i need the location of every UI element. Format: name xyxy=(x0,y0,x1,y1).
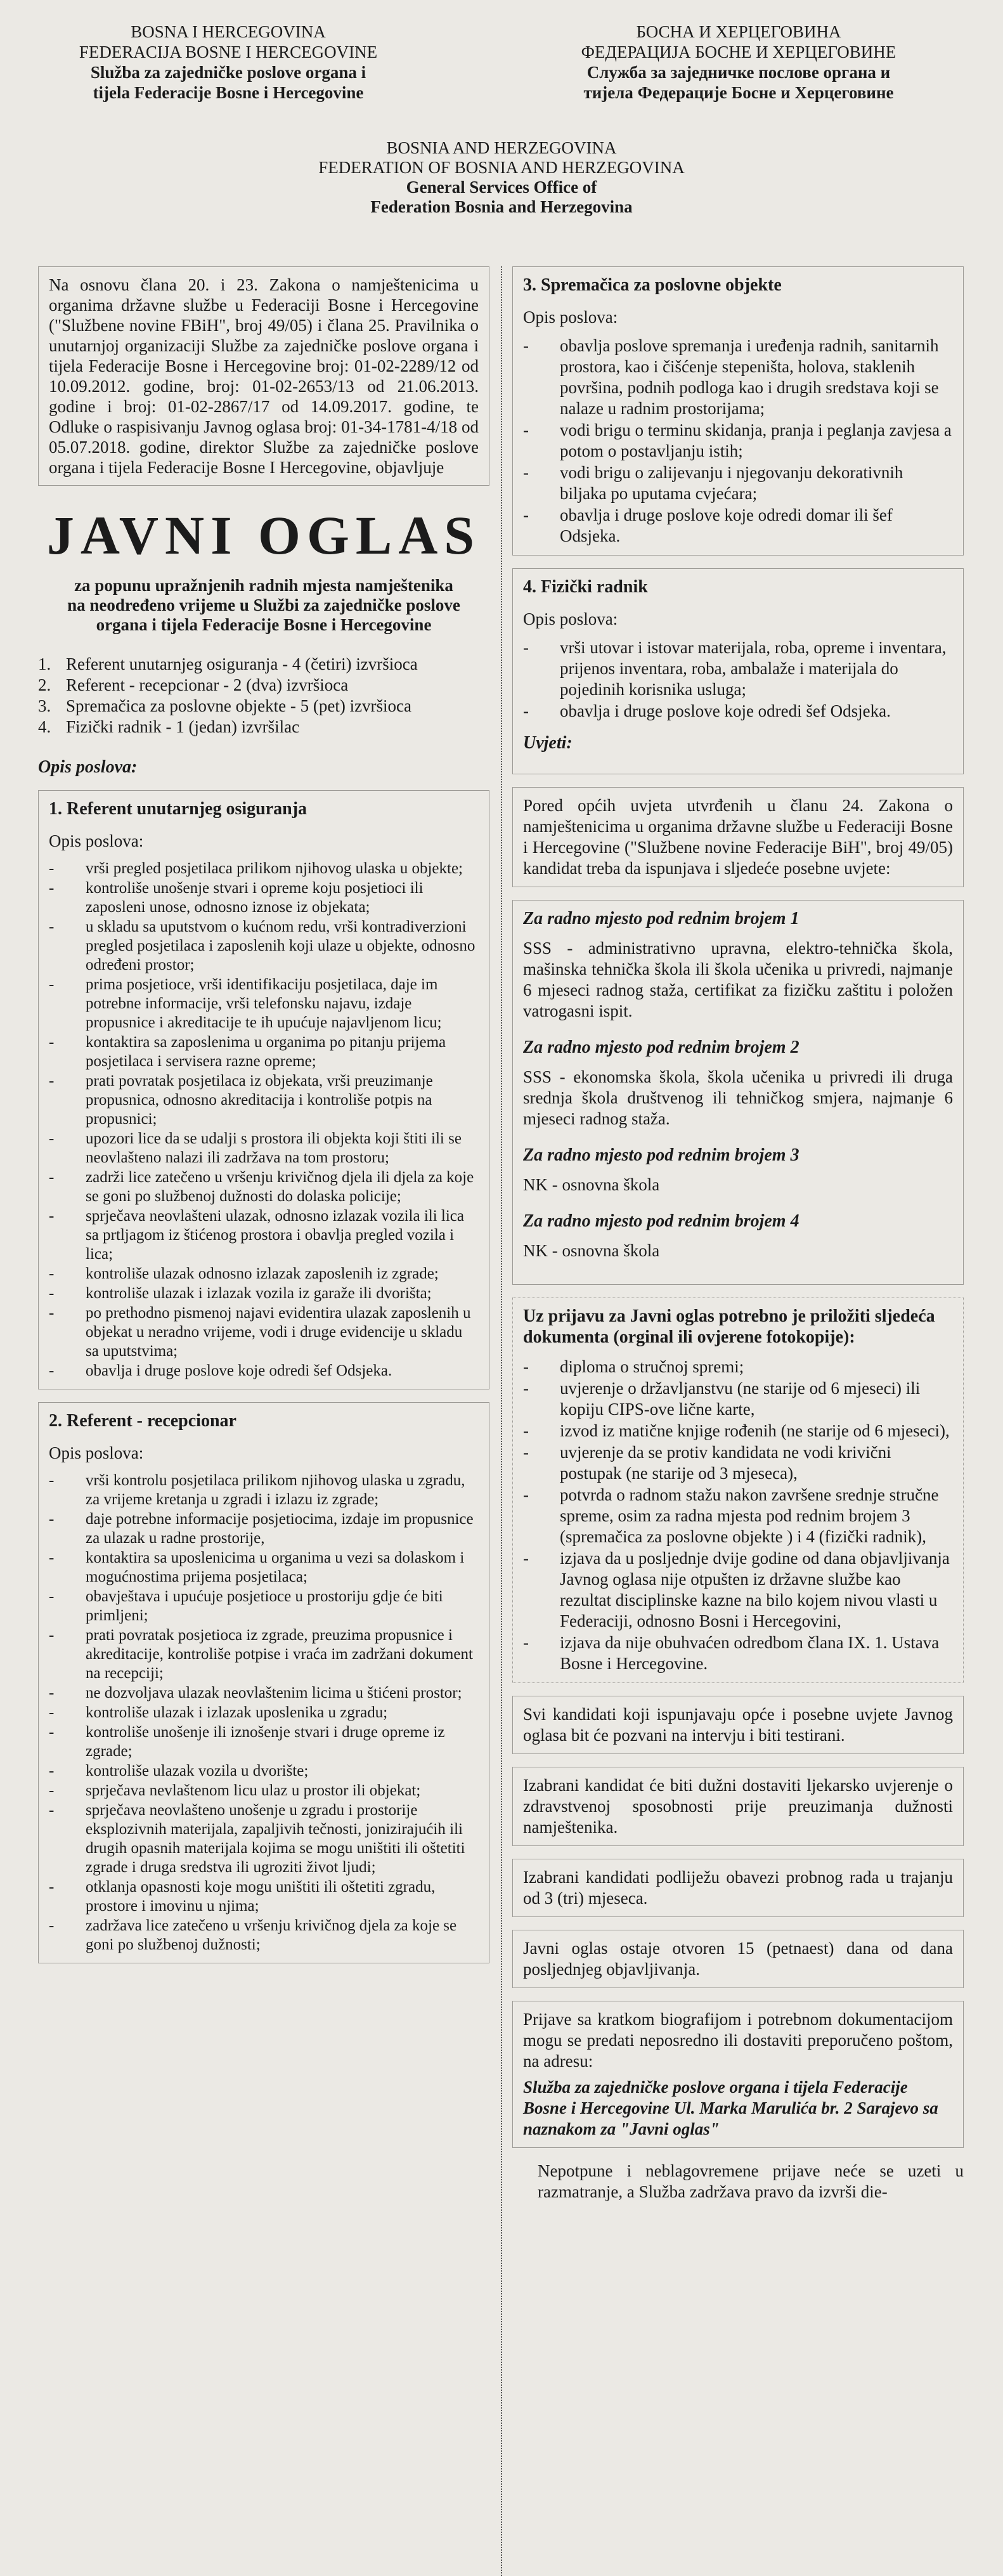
section-4-heading: 4. Fizički radnik xyxy=(523,577,648,597)
note-1: Svi kandidati koji ispunjavaju opće i posebne uvjete Javnog oglasa bit će pozvani na intervju i biti testirani. xyxy=(512,1696,964,1754)
uvjeti-paragraph: Pored općih uvjeta utvrđenih u članu 24. Zakona o namještenicima u organima državne službe u Federaciji Bosne i Hercegovine ("Službene novine Federacije BiH", broj 49/05) kandidat treba da ispunjava i sljedeće posebne uvjete: xyxy=(512,787,964,887)
list-item: - vodi brigu o zalijevanju i njegovanju dekorativnih biljaka po uputama cvjećara; xyxy=(523,462,953,504)
section-2-sub: Opis poslova: xyxy=(49,1443,144,1462)
section-4 xyxy=(512,568,964,774)
position-number: 4. xyxy=(38,717,51,736)
masthead-english xyxy=(248,138,755,217)
intro-paragraph: Na osnovu člana 20. i 23. Zakona o namještenicima u organima državne službe u Federaciji Bosne i Hercegovine ("Službene novine FBiH", broj 49/05) i člana 25. Pravilnika o unutarnjoj organizaciji Službe za zajedničke poslove organa i tijela Federacije Bosne i Hercegovine broj: 01-02-2289/12 od 10.09.2012. godine, broj: 01-02-2653/13 od 21.06.2013. godine i broj: 01-02-2867/17 od 14.09.2017. godine, te Odluke o raspisivanju Javnog oglasa broj: 01-34-1781-4/18 od 05.07.2018. godine, direktor Službe za zajedničke poslove organa i tijela Federacije Bosne I Hercegovine, objavljuje xyxy=(38,266,489,486)
list-item: - izjava da nije obuhvaćen odredbom člana IX. 1. Ustava Bosne i Hercegovine. xyxy=(523,1632,953,1674)
submission-address: Služba za zajedničke poslove organa i tijela Federacije Bosne i Hercegovine Ul. Marka Marulića br. 2 Sarajevo sa naznakom za "Javni oglas" xyxy=(523,2078,938,2138)
list-item xyxy=(38,654,489,675)
masthead-cyrillic-office: Служба за заједничке послове органа и xyxy=(586,63,891,82)
section-3-heading: 3. Spremačica za poslovne objekte xyxy=(523,275,782,295)
list-item: - diploma o stručnoj spremi; xyxy=(523,1356,953,1377)
requirement-text-2: SSS - ekonomska škola, škola učenika u privredi ili druga srednja škola društvenog ili tehničkog smjera, najmanje 6 mjeseci radnog staža. xyxy=(523,1067,953,1128)
section-3-list xyxy=(523,335,953,547)
list-item xyxy=(38,696,489,717)
list-item: - potvrda o radnom stažu nakon završene srednje stručne spreme, osim za radna mjesta pod rednim brojem 3 (spremačica za poslovne objekte ) i 4 (fizički radnik), xyxy=(523,1485,953,1547)
requirement-text-1: SSS - administrativno upravna, elektro-tehnička škola, mašinska tehnička škola ili škola učenika u privredi, najmanje 6 mjeseci radnog staža, certifikat za fizičku zaštitu i položen vatrogasni ispit. xyxy=(523,939,953,1020)
list-item: - sprječava neovlašteno unošenje u zgradu i prostorije eksplozivnih materijala, zapaljivih tečnosti, jonizirajućih ili drugih opasnih materijala kojima se mogu uništiti ili oštetiti zgrade i druga sredstva ili ugroziti život ljudi; xyxy=(49,1801,479,1877)
list-item: - daje potrebne informacije posjetiocima, izdaje im propusnice za ulazak u radne prostorije, xyxy=(49,1510,479,1548)
left-column xyxy=(38,266,489,1976)
masthead-cyrillic-country: БОСНА И ХЕРЦЕГОВИНА xyxy=(636,22,841,41)
list-item: - uvjerenje o državljanstvu (ne starije od 6 mjeseci) ili kopiju CIPS-ove lične karte, xyxy=(523,1378,953,1420)
list-item: - kontroliše unošenje stvari i opreme koju posjetioci ili zaposleni unose, odnosno iznose iz objekata; xyxy=(49,879,479,917)
section-2-heading: 2. Referent - recepcionar xyxy=(49,1411,236,1431)
uvjeti-heading: Uvjeti: xyxy=(523,733,573,753)
masthead-cyrillic-federation: ФЕДЕРАЦИЈА БОСНЕ И ХЕРЦЕГОВИНЕ xyxy=(581,42,896,62)
requirement-heading-3: Za radno mjesto pod rednim brojem 3 xyxy=(523,1145,799,1165)
list-item: - izjava da u posljednje dvije godine od dana objavljivanja Javnog oglasa nije otpušten iz državne službe kao rezultat disciplinske kazne na bilo kojem nivou vlasti u Federaciji, odnosno Bosni i Hercegovini, xyxy=(523,1548,953,1632)
position-text: Spremačica za poslovne objekte - 5 (pet) izvršioca xyxy=(66,696,412,715)
list-item: - sprječava neovlašteni ulazak, odnosno izlazak vozila ili lica sa prtljagom iz štićenog prostora i obavlja pregled vozila i lica; xyxy=(49,1207,479,1264)
opis-poslova-heading: Opis poslova: xyxy=(38,757,138,777)
page-subtitle: za popunu upražnjenih radnih mjesta namještenika na neodređeno vrijeme u Službi za zajedničke poslove organa i tijela Federacije Bosne i Hercegovine xyxy=(67,576,460,634)
section-1-sub: Opis poslova: xyxy=(49,831,144,850)
list-item: - kontroliše ulazak i izlazak uposlenika u zgradu; xyxy=(49,1703,479,1722)
list-item: - kontroliše ulazak vozila u dvorište; xyxy=(49,1762,479,1781)
requirement-text-4: NK - osnovna škola xyxy=(523,1241,660,1260)
masthead-latin-office: Služba za zajedničke poslove organa i xyxy=(90,63,366,82)
list-item: - u skladu sa uputstvom o kućnom redu, vrši kontradiverzioni pregled posjetilaca i zaposlenih koji ulaze u objekte, odnosno određeni prostor; xyxy=(49,918,479,975)
note-2: Izabrani kandidat će biti dužni dostaviti ljekarsko uvjerenje o zdravstvenoj sposobnosti prije preuzimanja dužnosti namještenika. xyxy=(512,1767,964,1846)
requirement-heading-1: Za radno mjesto pod rednim brojem 1 xyxy=(523,909,799,928)
note-3: Izabrani kandidati podliježu obavezi probnog rada u trajanju od 3 (tri) mjeseca. xyxy=(512,1859,964,1917)
masthead-english-office: General Services Office of xyxy=(406,178,597,197)
section-4-list xyxy=(523,637,953,722)
list-item xyxy=(38,717,489,738)
requirement-text-3: NK - osnovna škola xyxy=(523,1175,660,1194)
list-item: - kontaktira sa uposlenicima u organima u vezi sa dolaskom i mogućnostima prijema posjetilaca; xyxy=(49,1549,479,1587)
masthead-cyrillic-office-2: тијела Федерације Босне и Херцеговине xyxy=(583,83,894,102)
documents-list xyxy=(523,1356,953,1674)
requirement-heading-2: Za radno mjesto pod rednim brojem 2 xyxy=(523,1038,799,1057)
list-item: - zadržava lice zatečeno u vršenju krivičnog djela za koje se goni po službenoj dužnosti; xyxy=(49,1916,479,1955)
list-item: - prati povratak posjetioca iz zgrade, preuzima propusnice i akreditacije, kontroliše potpise i vraća im zadržani dokument na recepciji; xyxy=(49,1626,479,1683)
requirement-heading-4: Za radno mjesto pod rednim brojem 4 xyxy=(523,1211,799,1231)
submission-text: Prijave sa kratkom biografijom i potrebnom dokumentacijom mogu se predati neposredno ili dostaviti preporučeno poštom, na adresu: xyxy=(523,2010,953,2071)
list-item: - obavlja i druge poslove koje odredi šef Odsjeka. xyxy=(49,1362,479,1381)
list-item: - vrši pregled posjetilaca prilikom njihovog ulaska u objekte; xyxy=(49,859,479,878)
masthead-latin xyxy=(25,22,431,103)
list-item: - kontroliše ulazak i izlazak vozila iz garaže ili dvorišta; xyxy=(49,1284,479,1303)
position-text: Referent - recepcionar - 2 (dva) izvršioca xyxy=(66,675,349,694)
list-item: - uvjerenje da se protiv kandidata ne vodi krivični postupak (ne starije od 3 mjeseca), xyxy=(523,1442,953,1484)
section-2 xyxy=(38,1402,489,1963)
submission-block xyxy=(512,2001,964,2148)
documents-block xyxy=(512,1298,964,1683)
list-item: - kontroliše unošenje ili iznošenje stvari i druge opreme iz zgrade; xyxy=(49,1723,479,1761)
page-title: JAVNI OGLAS xyxy=(46,505,481,566)
masthead-english-federation: FEDERATION OF BOSNIA AND HERZEGOVINA xyxy=(318,158,685,177)
section-1-heading: 1. Referent unutarnjeg osiguranja xyxy=(49,799,307,819)
section-1 xyxy=(38,790,489,1389)
list-item: - obavlja poslove spremanja i uređenja radnih, sanitarnih prostora, kao i čišćenje stepeništa, holova, staklenih površina, podnih podloga kao i drugih sredstava koji se nalaze u radnim prostorijama; xyxy=(523,335,953,419)
list-item: - ne dozvoljava ulazak neovlaštenim licima u štićeni prostor; xyxy=(49,1684,479,1703)
masthead-latin-country: BOSNA I HERCEGOVINA xyxy=(131,22,326,41)
position-text: Referent unutarnjeg osiguranja - 4 (četiri) izvršioca xyxy=(66,654,418,673)
list-item: - obavlja i druge poslove koje odredi domar ili šef Odsjeka. xyxy=(523,505,953,547)
section-2-list xyxy=(49,1471,479,1955)
list-item: - vodi brigu o terminu skidanja, pranja i peglanja zavjesa a potom o postavljanju istih; xyxy=(523,420,953,462)
list-item: - izvod iz matične knjige rođenih (ne starije od 6 mjeseci), xyxy=(523,1421,953,1441)
section-3 xyxy=(512,266,964,556)
position-number: 3. xyxy=(38,696,51,715)
list-item: - prati povratak posjetilaca iz objekata, vrši preuzimanje propusnica, odnosno akreditacija i kontroliše potpis na propusnici; xyxy=(49,1072,479,1129)
list-item: - otklanja opasnosti koje mogu uništiti ili oštetiti zgradu, prostore i imovinu u njima; xyxy=(49,1878,479,1916)
list-item: - upozori lice da se udalji s prostora ili objekta koji štiti ili se neovlašteno nalazi ili zadržava na tom prostoru; xyxy=(49,1129,479,1168)
masthead-english-country: BOSNIA AND HERZEGOVINA xyxy=(386,138,617,157)
footer-note: Nepotpune i neblagovremene prijave neće se uzeti u razmatranje, a Služba zadržava pravo da izvrši die- xyxy=(538,2161,964,2201)
position-number: 1. xyxy=(38,654,51,673)
list-item: - obavlja i druge poslove koje odredi šef Odsjeka. xyxy=(523,701,953,722)
list-item: - po prethodno pismenoj najavi evidentira ulazak zaposlenih u objekat u neradno vrijeme, vodi i druge evidencije u skladu sa uputstvima; xyxy=(49,1304,479,1361)
documents-heading: Uz prijavu za Javni oglas potrebno je priložiti sljedeća dokumenta (orginal ili ovjerene fotokopije): xyxy=(523,1306,935,1347)
masthead-latin-federation: FEDERACIJA BOSNE I HERCEGOVINE xyxy=(79,42,378,62)
position-number: 2. xyxy=(38,675,51,694)
section-4-sub: Opis poslova: xyxy=(523,609,618,628)
list-item: - zadrži lice zatečeno u vršenju krivičnog djela ili djela za koje se goni po službenoj dužnosti do dolaska policije; xyxy=(49,1168,479,1206)
list-item xyxy=(38,675,489,696)
column-divider xyxy=(501,266,502,2576)
list-item: - vrši kontrolu posjetilaca prilikom njihovog ulaska u zgradu, za vrijeme kretanja u zgradi i izlazu iz zgrade; xyxy=(49,1471,479,1509)
list-item: - kontaktira sa zaposlenima u organima po pitanju prijema posjetilaca i servisera razne opreme; xyxy=(49,1033,479,1071)
list-item: - kontroliše ulazak odnosno izlazak zaposlenih iz zgrade; xyxy=(49,1265,479,1284)
position-text: Fizički radnik - 1 (jedan) izvršilac xyxy=(66,717,300,736)
masthead-english-office-2: Federation Bosnia and Herzegovina xyxy=(370,197,633,216)
list-item: - sprječava nevlaštenom licu ulaz u prostor ili objekat; xyxy=(49,1781,479,1800)
right-column xyxy=(512,266,964,2202)
list-item: - prima posjetioce, vrši identifikaciju posjetilaca, daje im potrebne informacije, vrši telefonsku najavu, izdaje propusnice i akreditacije te ih upućuje najavljenom licu; xyxy=(49,975,479,1032)
masthead-latin-office-2: tijela Federacije Bosne i Hercegovine xyxy=(93,83,364,102)
positions-list xyxy=(38,654,489,738)
masthead-cyrillic xyxy=(536,22,942,103)
section-3-sub: Opis poslova: xyxy=(523,308,618,327)
section-1-list xyxy=(49,859,479,1381)
requirements-block xyxy=(512,900,964,1285)
list-item: - vrši utovar i istovar materijala, roba, opreme i inventara, prijenos inventara, roba, ambalaže i materijala do pojedinih korisnika usluga; xyxy=(523,637,953,700)
list-item: - obavještava i upućuje posjetioce u prostoriju gdje će biti primljeni; xyxy=(49,1587,479,1625)
note-4: Javni oglas ostaje otvoren 15 (petnaest) dana od dana posljednjeg objavljivanja. xyxy=(512,1930,964,1988)
